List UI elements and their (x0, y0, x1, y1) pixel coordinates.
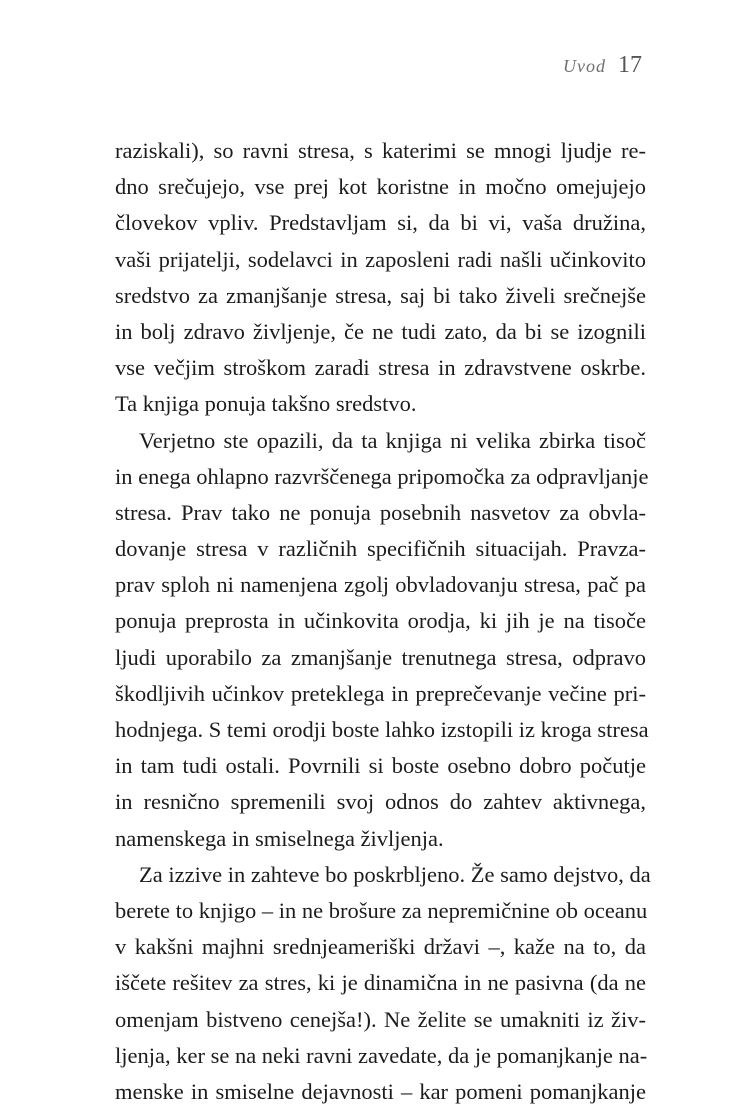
text-line: sredstvo za zmanjšanje stresa, saj bi tako živeli srečnejše (115, 282, 646, 308)
text-line: škodljivih učinkov preteklega in preprečevanje večine pri- (115, 680, 646, 706)
text-line: menske in smiselne dejavnosti – kar pomeni pomanjkanje (115, 1078, 646, 1104)
paragraph-2 (115, 423, 649, 857)
text-line: in resnično spremenili svoj odnos do zahtev aktivnega, (115, 789, 646, 815)
text-line: ljudi uporabilo za zmanjšanje trenutnega stresa, odpravo (115, 644, 646, 670)
text-line: dno srečujejo, vse prej kot koristne in močno omejujejo (115, 174, 646, 200)
text-line: Verjetno ste opazili, da ta knjiga ni velika zbirka tisoč (139, 427, 646, 453)
text-line: raziskali), so ravni stresa, s katerimi se mnogi ljudje re- (115, 138, 646, 163)
text-line: namenskega in smiselnega življenja. (115, 825, 444, 851)
section-title: Uvod (563, 56, 606, 76)
page-number: 17 (618, 52, 642, 78)
body-text (115, 133, 651, 1110)
text-line: vaši prijatelji, sodelavci in zaposleni radi našli učinkovito (115, 246, 646, 272)
text-line: hodnjega. S temi orodji boste lahko izstopili iz kroga stresa (115, 717, 649, 742)
text-line: dovanje stresa v različnih specifičnih situacijah. Pravza- (115, 536, 646, 562)
paragraph-1 (115, 133, 646, 423)
text-line: stresa. Prav tako ne ponuja posebnih nasvetov za obvla- (115, 499, 646, 525)
text-line: ljenja, ker se na neki ravni zavedate, da je pomanjkanje na- (115, 1042, 648, 1068)
text-line: iščete rešitev za stres, ki je dinamična in ne pasivna (da ne (115, 970, 646, 996)
text-line: ponuja preprosta in učinkovita orodja, ki jih je na tisoče (115, 608, 646, 634)
paragraph-3 (115, 857, 651, 1110)
text-line: in bolj zdravo življenje, če ne tudi zato, da bi se izognili (115, 318, 646, 344)
running-head (563, 52, 642, 79)
text-line: Za izzive in zahteve bo poskrbljeno. Že samo dejstvo, da (139, 861, 651, 887)
text-line: človekov vpliv. Predstavljam si, da bi vi, vaša družina, (115, 210, 646, 236)
text-line: v kakšni majhni srednjeameriški državi –, kaže na to, da (115, 934, 646, 960)
text-line: prav sploh ni namenjena zgolj obvladovanju stresa, pač pa (115, 572, 646, 598)
text-line: in enega ohlapno razvrščenega pripomočka za odpravljanje (115, 463, 649, 489)
text-line: omenjam bistveno cenejša!). Ne želite se umakniti iz živ- (115, 1006, 646, 1032)
text-line: Ta knjiga ponuja takšno sredstvo. (115, 391, 417, 417)
text-line: vse večjim stroškom zaradi stresa in zdravstvene oskrbe. (115, 355, 646, 381)
text-line: in tam tudi ostali. Povrnili si boste osebno dobro počutje (115, 753, 646, 779)
text-line: berete to knjigo – in ne brošure za nepremičnine ob oceanu (115, 897, 648, 923)
